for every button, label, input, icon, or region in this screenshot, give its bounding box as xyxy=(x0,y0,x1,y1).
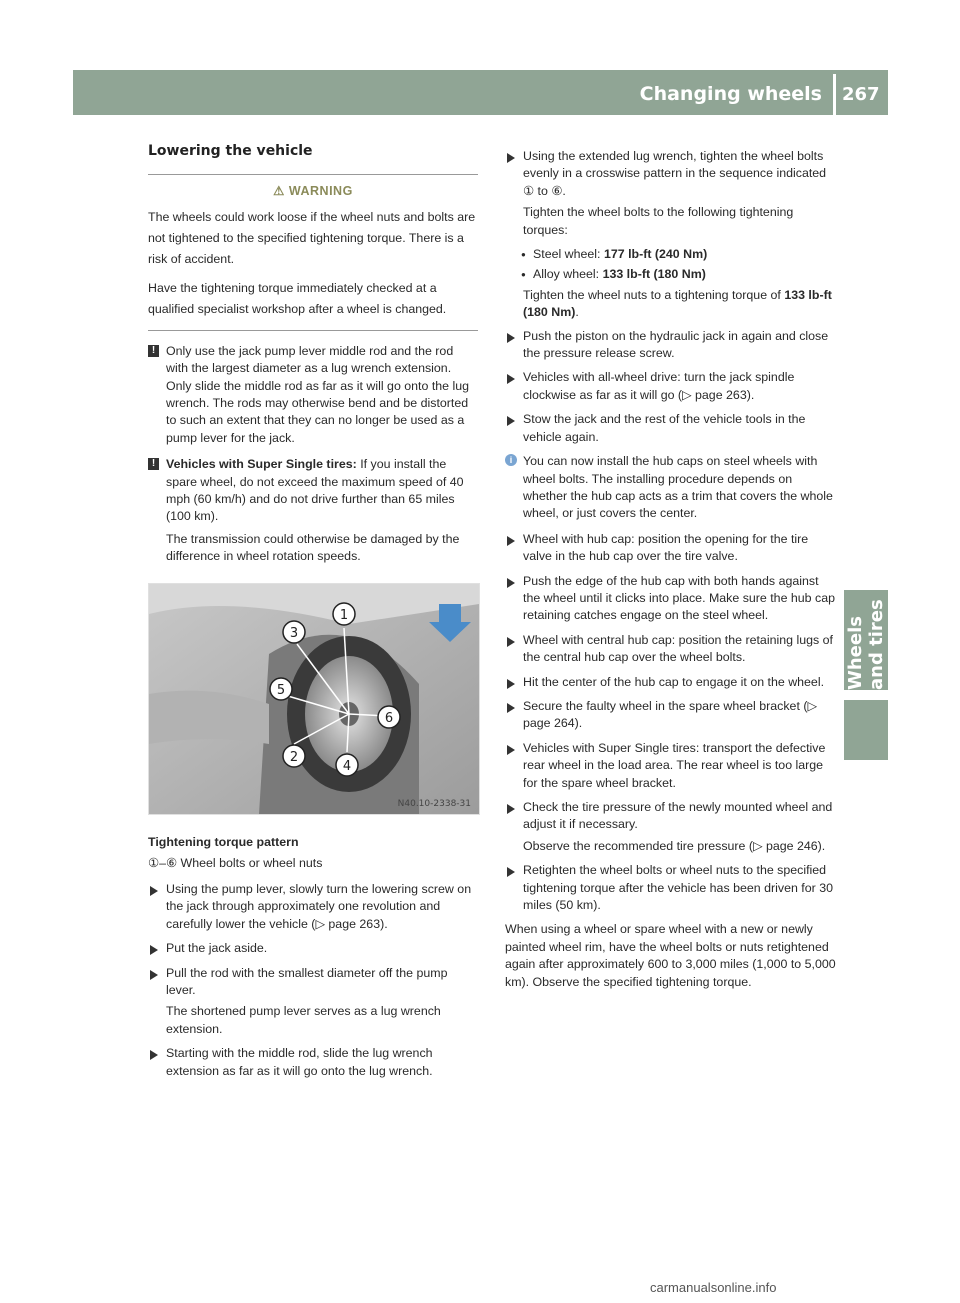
svg-text:2: 2 xyxy=(289,749,299,765)
section-heading: Lowering the vehicle xyxy=(148,143,313,159)
instruction-step: Vehicles with all-wheel drive: turn the jack spindle clockwise as far as it will go (▷ page 263). xyxy=(505,369,837,404)
instruction-step: Vehicles with Super Single tires: transport the defective rear wheel in the load area. The rear wheel is too large for the spare wheel bracket. xyxy=(505,740,837,792)
callout-6 xyxy=(378,706,400,728)
svg-text:3: 3 xyxy=(289,625,299,641)
section-title: Changing wheels xyxy=(639,83,822,105)
callout-5 xyxy=(270,678,292,700)
torque-item: ● Steel wheel: 177 lb-ft (240 Nm) xyxy=(505,246,837,263)
svg-text:4: 4 xyxy=(342,758,352,774)
instruction-step: Retighten the wheel bolts or wheel nuts to the specified tightening torque after the vehicle has been driven for 30 miles (50 km). xyxy=(505,862,837,914)
caution-icon: ! xyxy=(148,345,159,357)
figure-legend: ①–⑥ Wheel bolts or wheel nuts xyxy=(148,855,323,870)
chapter-tab: Wheels and tires xyxy=(844,590,888,690)
instruction-step: Push the edge of the hub cap with both hands against the wheel until it clicks into place. Make sure the hub cap retaining catches engage on the steel wheel. xyxy=(505,573,837,625)
warning-text: The wheels could work loose if the wheel nuts and bolts are not tightened to the specified tightening torque. There is a risk of accident. xyxy=(148,209,476,266)
callout-3 xyxy=(283,621,305,643)
instruction-step: Hit the center of the hub cap to engage it on the wheel. xyxy=(505,674,837,691)
caution-note: ! Only use the jack pump lever middle rod and the rod with the largest diameter as a lug wrench extension. Only slide the middle rod as far as it will go onto the lug wrench. The rods may otherwise bend and be distorted to such an extent that they can no longer be used as a pump lever for the jack. xyxy=(148,343,478,447)
caution-icon: ! xyxy=(148,458,159,470)
chapter-tab-marker xyxy=(844,700,888,760)
instruction-step: Stow the jack and the rest of the vehicle tools in the vehicle again. xyxy=(505,411,837,446)
caution-note: ! Vehicles with Super Single tires: If you install the spare wheel, do not exceed the maximum speed of 40 mph (60 km/h) and do not drive further than 65 miles (100 km). The transmission could otherwise be damaged by the difference in wheel rotation speeds. xyxy=(148,456,478,565)
instruction-step: Wheel with central hub cap: position the retaining lugs of the central hub cap over the wheel bolts. xyxy=(505,632,837,667)
callout-4 xyxy=(336,754,358,776)
warning-triangle-icon: ⚠ xyxy=(273,184,285,199)
instruction-step: Put the jack aside. xyxy=(148,940,478,957)
callout-1 xyxy=(333,603,355,625)
header-divider xyxy=(833,74,836,115)
svg-text:1: 1 xyxy=(339,607,349,623)
wheel-bolt-diagram xyxy=(148,583,480,815)
torque-nuts-text: Tighten the wheel nuts to a tightening torque of 133 lb-ft (180 Nm). xyxy=(523,287,832,320)
warning-box xyxy=(148,174,478,330)
instruction-step: Using the extended lug wrench, tighten the wheel bolts evenly in a crosswise pattern in the sequence indicated ① to ⑥. Tighten the wheel bolts to the following tightening torques: xyxy=(505,148,837,239)
instruction-step: Using the pump lever, slowly turn the lowering screw on the jack through approximately one revolution and carefully lower the vehicle (▷ page 263). xyxy=(148,881,478,933)
torque-item: ● Alloy wheel: 133 lb-ft (180 Nm) xyxy=(505,266,837,283)
svg-text:5: 5 xyxy=(276,682,286,698)
closing-paragraph: When using a wheel or spare wheel with a new or newly painted wheel rim, have the wheel bolts or nuts retightened again after approximately 600 to 3,000 miles (1,000 to 5,000 km). Observe the specified tightening torque. xyxy=(505,922,836,989)
info-icon: i xyxy=(505,454,517,466)
figure-caption: Tightening torque pattern xyxy=(148,835,299,850)
info-note: i You can now install the hub caps on steel wheels with wheel bolts. The installing procedure depends on whether the hub cap acts as a trim that covers the whole wheel, or just covers the center. xyxy=(505,453,837,523)
footer-watermark: carmanualsonline.info xyxy=(650,1280,777,1295)
right-column xyxy=(505,148,837,991)
instruction-step: Push the piston on the hydraulic jack in again and close the pressure release screw. xyxy=(505,328,837,363)
instruction-step: Pull the rod with the smallest diameter off the pump lever. The shortened pump lever serves as a lug wrench extension. xyxy=(148,965,478,1039)
left-column xyxy=(148,143,478,1087)
svg-text:6: 6 xyxy=(384,710,394,726)
instruction-step: Secure the faulty wheel in the spare wheel bracket (▷ page 264). xyxy=(505,698,837,733)
figure-code: N40.10-2338-31 xyxy=(397,798,471,809)
warning-text: Have the tightening torque immediately checked at a qualified specialist workshop after a wheel is changed. xyxy=(148,280,447,316)
instruction-step: Check the tire pressure of the newly mounted wheel and adjust it if necessary. Observe the recommended tire pressure (▷ page 246). xyxy=(505,799,837,855)
page-number: 267 xyxy=(842,84,880,105)
instruction-step: Wheel with hub cap: position the opening for the tire valve in the hub cap over the tire valve. xyxy=(505,531,837,566)
callout-2 xyxy=(283,745,305,767)
instruction-step: Starting with the middle rod, slide the lug wrench extension as far as it will go onto the lug wrench. xyxy=(148,1045,478,1080)
warning-title: ⚠ WARNING xyxy=(148,183,478,200)
